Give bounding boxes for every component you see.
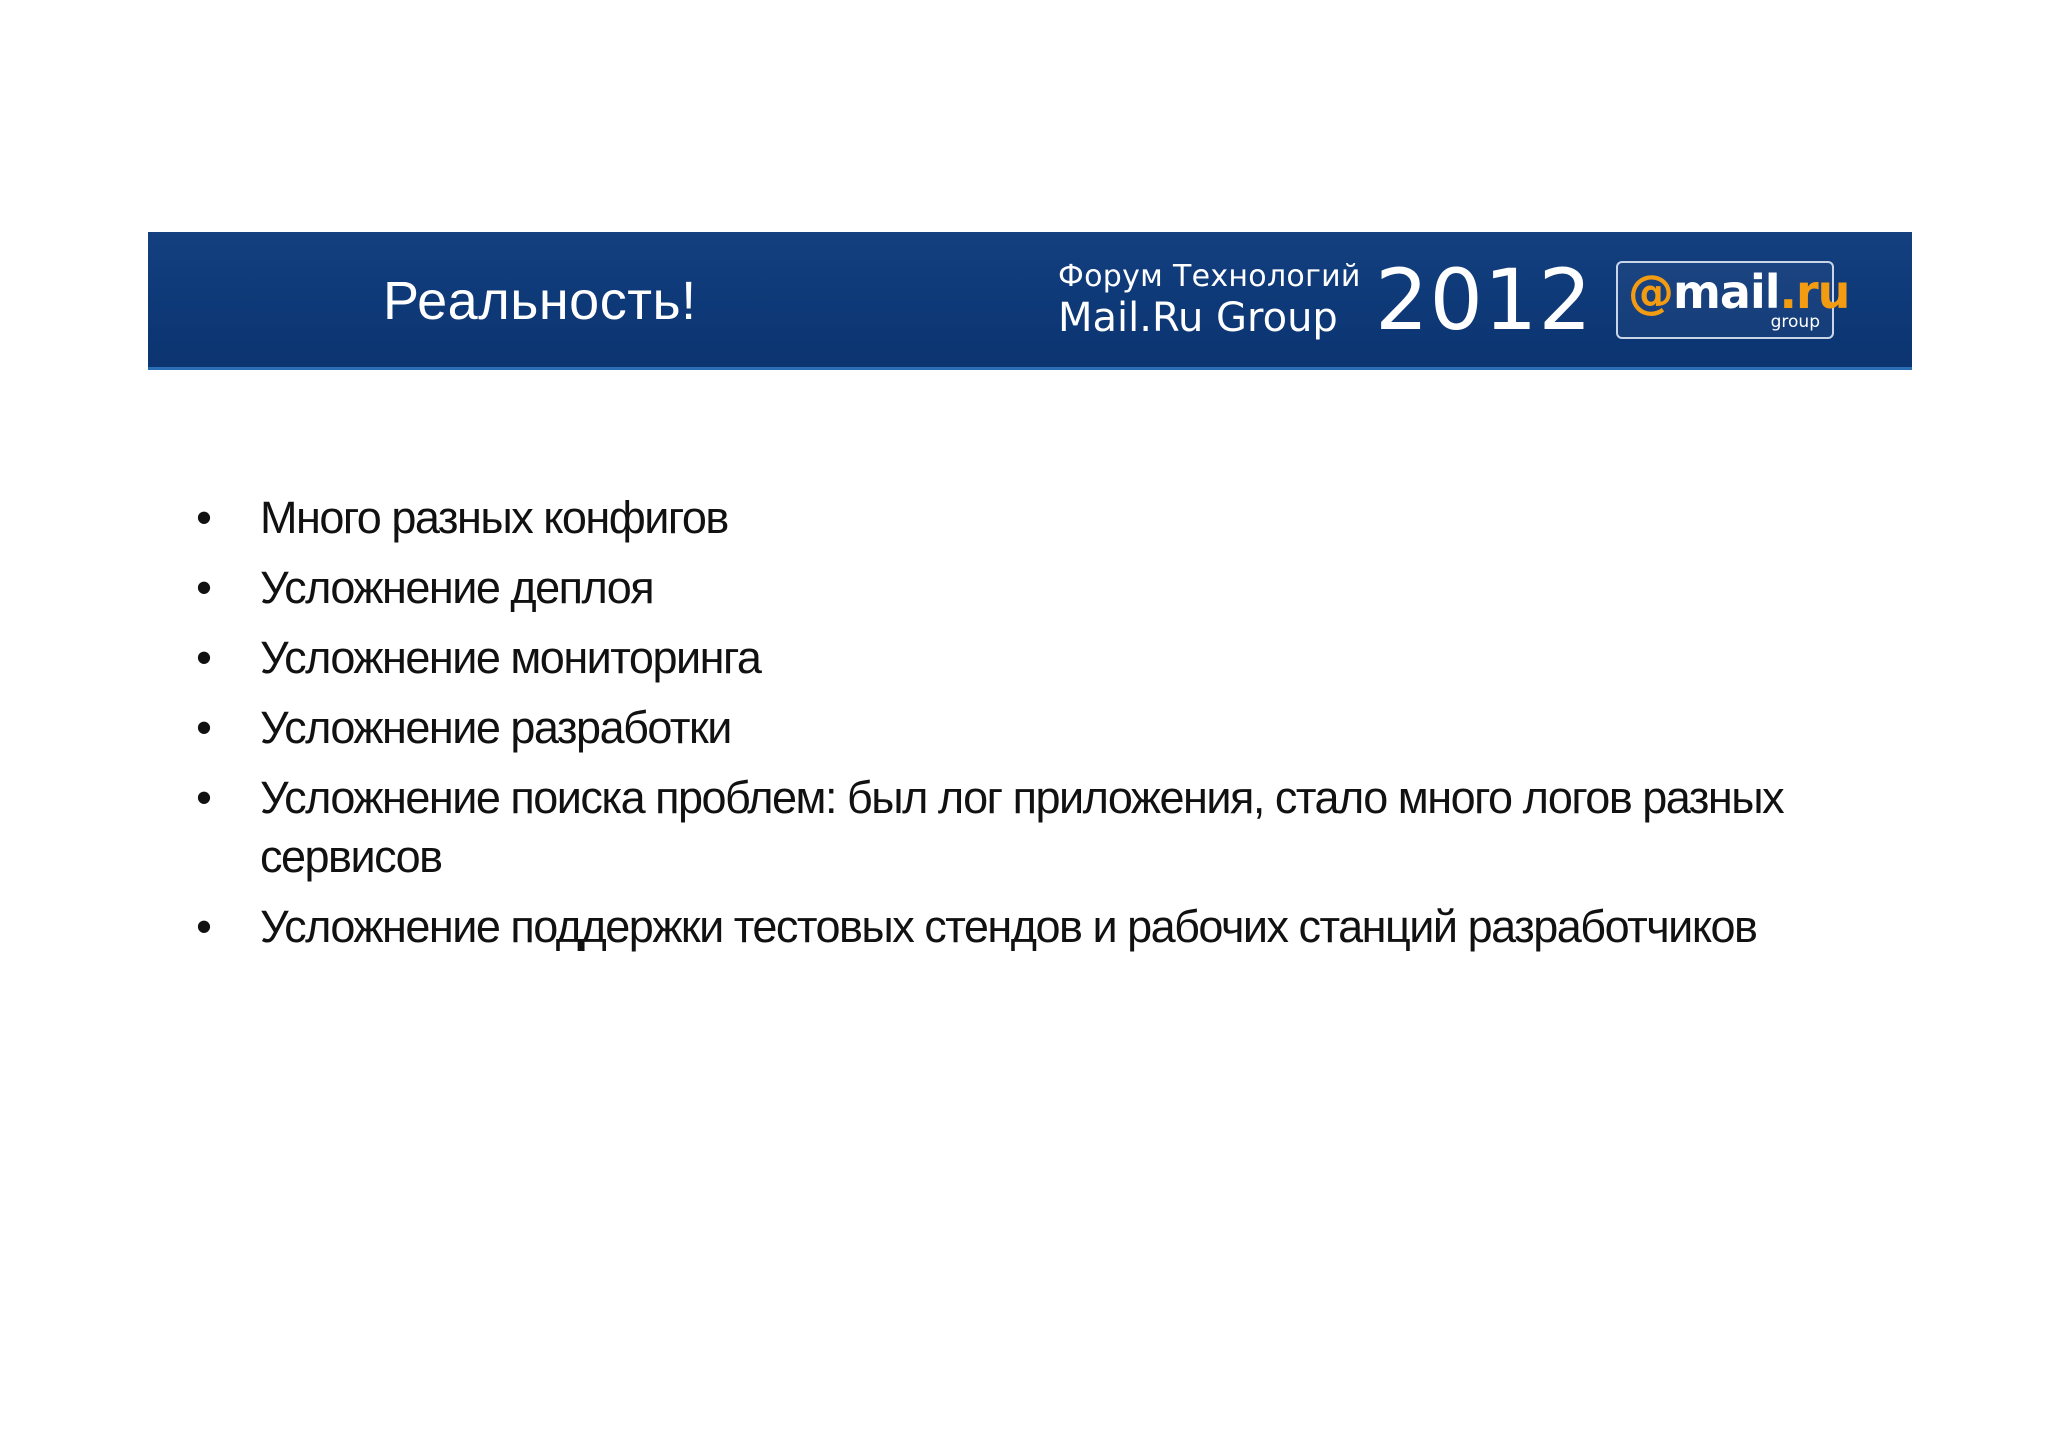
- bullet-dot: •: [196, 632, 212, 683]
- bullet-text: Усложнение разработки: [260, 702, 731, 753]
- logo-wordmark: [1628, 267, 1849, 317]
- bullet-text: Усложнение поддержки тестовых стендов и рабочих станций разработчиков: [260, 901, 1757, 952]
- bullet-text: Усложнение поиска проблем: был лог приложения, стало много логов разных сервисов: [260, 772, 1784, 882]
- bullet-item: [192, 558, 1912, 617]
- bullet-text: Много разных конфигов: [260, 492, 728, 543]
- bullet-dot: •: [196, 562, 212, 613]
- bullet-item: [192, 897, 1912, 956]
- bullet-dot: •: [196, 772, 212, 823]
- bullet-list: [192, 488, 1912, 967]
- mailru-group-logo: [1616, 261, 1850, 339]
- bullet-text: Усложнение деплоя: [260, 562, 654, 613]
- bullet-dot: •: [196, 492, 212, 543]
- forum-caption-line2: Mail.Ru Group: [1058, 295, 1338, 341]
- bullet-item: [192, 768, 1912, 886]
- forum-caption: [1058, 260, 1361, 340]
- logo-at-sign: @: [1628, 265, 1673, 319]
- header-banner: [148, 232, 1912, 370]
- bullet-item: [192, 698, 1912, 757]
- bullet-text: Усложнение мониторинга: [260, 632, 761, 683]
- logo-mail-text: mail: [1673, 265, 1780, 319]
- slide-title: Реальность!: [383, 271, 697, 331]
- bullet-dot: •: [196, 702, 212, 753]
- bullet-item: [192, 488, 1912, 547]
- bullet-dot: •: [196, 901, 212, 952]
- logo-group-text: group: [1770, 312, 1820, 332]
- forum-caption-line1: Форум Технологий: [1058, 259, 1361, 294]
- forum-year: 2012: [1375, 251, 1593, 349]
- bullet-item: [192, 628, 1912, 687]
- logo-ru-text: .ru: [1779, 265, 1850, 319]
